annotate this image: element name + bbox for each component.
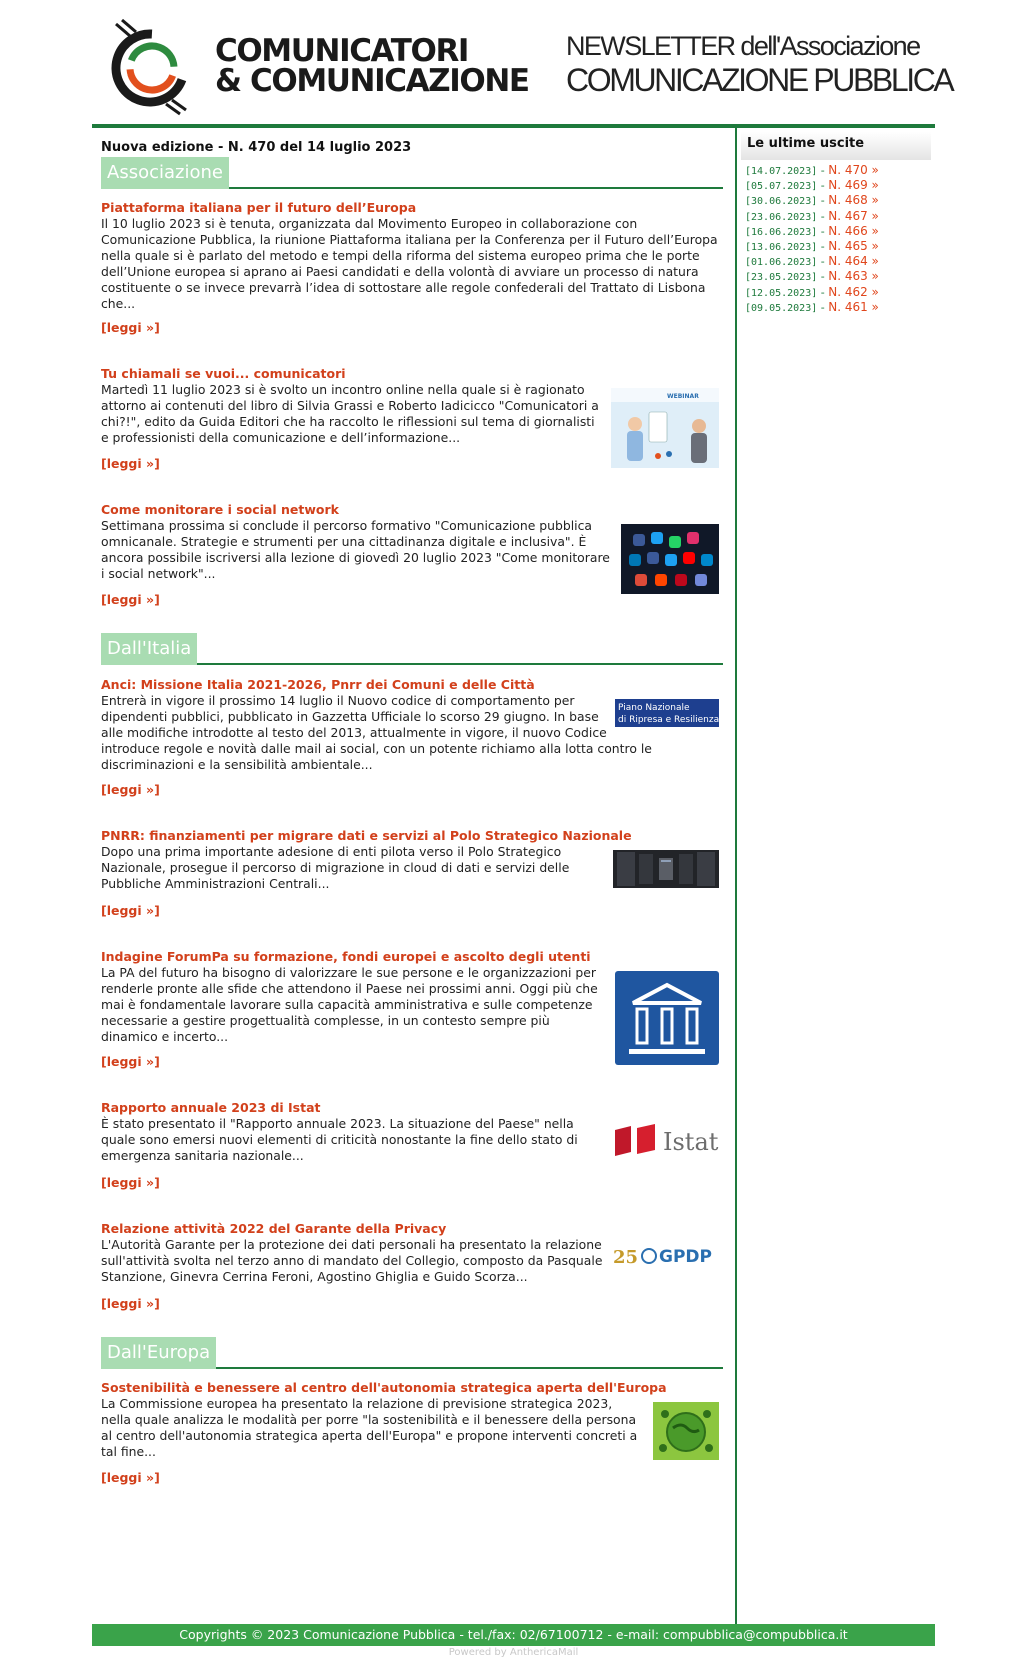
datacenter-thumbnail[interactable] bbox=[613, 850, 719, 888]
section-label: Associazione bbox=[101, 157, 229, 189]
article-title[interactable]: Relazione attività 2022 del Garante della Privacy bbox=[101, 1221, 447, 1236]
article-body: Settimana prossima si conclude il percorso formativo "Comunicazione pubblica omnicanale. Strategie e strumenti per una cittadinanza digitale e inclusiva". È ancora possibile iscriversi alla lezione di giovedì 20 luglio 2023 "Come monitorare i social network"... bbox=[101, 518, 610, 581]
footer: Copyrights © 2023 Comunicazione Pubblica - tel./fax: 02/67100712 - e-mail: compubblica@compubblica.it bbox=[92, 1624, 935, 1646]
article-title[interactable]: Piattaforma italiana per il futuro dell’Europa bbox=[101, 200, 417, 215]
main-content bbox=[92, 128, 732, 1624]
issue-link[interactable]: [23.06.2023] - N. 467 » bbox=[745, 208, 879, 223]
issue-link[interactable]: [09.05.2023] - N. 461 » bbox=[745, 299, 879, 314]
article-body: La Commissione europea ha presentato la relazione di previsione strategica 2023, nella quale analizza le modalità per porre "la sostenibilità e il benessere della persona al centro dell'autonomia strategica aperta dell'Europa" e propone interventi concreti a tal fine... bbox=[101, 1396, 638, 1459]
article-body: Dopo una prima importante adesione di enti pilota verso il Polo Strategico Nazionale, prosegue il percorso di migrazione in cloud di dati e servizi delle Pubbliche Amministrazioni Centrali... bbox=[101, 844, 570, 891]
pnrr-thumbnail[interactable] bbox=[615, 699, 719, 727]
section-header-europa bbox=[101, 1337, 723, 1369]
article-item bbox=[101, 1100, 723, 1190]
issue-number[interactable]: N. 469 » bbox=[828, 178, 879, 193]
issue-date: [13.06.2023] bbox=[745, 241, 818, 253]
article-item bbox=[101, 366, 723, 472]
istat-logo[interactable] bbox=[613, 1122, 719, 1158]
webinar-label: WEBINAR bbox=[667, 393, 699, 400]
edition-title: Nuova edizione - N. 470 del 14 luglio 2023 bbox=[101, 140, 412, 155]
brand-line-2: & COMUNICAZIONE bbox=[215, 63, 529, 99]
article-item bbox=[101, 949, 723, 1069]
article-title[interactable]: PNRR: finanziamenti per migrare dati e servizi al Polo Strategico Nazionale bbox=[101, 828, 632, 843]
issue-list bbox=[745, 161, 931, 313]
tagline bbox=[566, 30, 953, 98]
article-body: La PA del futuro ha bisogno di valorizzare le sue persone e le organizzazioni per renderle pronte alle sfide che attendono il Paese nei prossimi anni. Oggi più che mai è fondamentale lavorare sulla capacità amministrativa e sulle competenze necessarie a gestire progettualità complesse, in un contesto sempre più dinamico e incerto... bbox=[101, 965, 598, 1044]
read-more-link[interactable]: [leggi »] bbox=[101, 1296, 160, 1311]
issue-date: [01.06.2023] bbox=[745, 257, 818, 269]
section-header-italia bbox=[101, 633, 723, 665]
pnrr-line-2: di Ripresa e Resilienza bbox=[618, 715, 719, 725]
issue-date: [09.05.2023] bbox=[745, 302, 818, 314]
article-body: È stato presentato il "Rapporto annuale 2023. La situazione del Paese" nella quale sono emersi nuovi elementi di criticità nonostante la fine dello stato di emergenza sanitaria nazionale... bbox=[101, 1116, 578, 1163]
section-label: Dall'Italia bbox=[101, 633, 197, 665]
issue-date: [23.06.2023] bbox=[745, 211, 818, 223]
read-more-link[interactable]: [leggi »] bbox=[101, 1175, 160, 1190]
issue-number[interactable]: N. 468 » bbox=[828, 193, 879, 208]
powered-by[interactable]: Powered by AnthericaMail bbox=[448, 1647, 579, 1658]
issue-number[interactable]: N. 465 » bbox=[828, 238, 879, 253]
read-more-link[interactable]: [leggi »] bbox=[101, 1054, 160, 1069]
read-more-link[interactable]: [leggi »] bbox=[101, 1470, 160, 1485]
institution-building-icon[interactable] bbox=[615, 971, 719, 1065]
issue-link[interactable]: [12.05.2023] - N. 462 » bbox=[745, 284, 879, 299]
section-header-associazione bbox=[101, 157, 723, 189]
issue-date: [16.06.2023] bbox=[745, 226, 818, 238]
read-more-link[interactable]: [leggi »] bbox=[101, 320, 160, 335]
article-title[interactable]: Indagine ForumPa su formazione, fondi europei e ascolto degli utenti bbox=[101, 949, 591, 964]
issue-date: [30.06.2023] bbox=[745, 196, 818, 208]
article-title[interactable]: Rapporto annuale 2023 di Istat bbox=[101, 1100, 321, 1115]
gpdp-anniversary: 25 bbox=[613, 1247, 639, 1268]
newsletter bbox=[92, 0, 953, 1661]
issue-link[interactable]: [14.07.2023] - N. 470 » bbox=[745, 163, 879, 177]
article-body: Il 10 luglio 2023 si è tenuta, organizzata dal Movimento Europeo in collaborazione con Comunicazione Pubblica, la riunione Piattaforma italiana per la Conferenza per il Futuro dell’Europa nella quale si è parlato del metodo e tempi della riforma del sistema europeo prima che le porte dell’Unione europea si aprano ai Paesi candidati e della volontà di avviare un processo di natura costituente o se invece prevarrà l’idea di sottostare alle regole confederali del Trattato di Lisbona che... bbox=[101, 216, 718, 311]
article-item bbox=[101, 1380, 723, 1485]
issue-number[interactable]: N. 463 » bbox=[828, 269, 879, 284]
article-item bbox=[101, 677, 723, 797]
header bbox=[92, 0, 953, 124]
read-more-link[interactable]: [leggi »] bbox=[101, 456, 160, 471]
article-item bbox=[101, 1221, 723, 1311]
issue-number[interactable]: N. 461 » bbox=[828, 299, 879, 314]
issue-date: [23.05.2023] bbox=[745, 272, 818, 284]
issue-link[interactable]: [05.07.2023] - N. 469 » bbox=[745, 178, 879, 193]
issue-link[interactable]: [01.06.2023] - N. 464 » bbox=[745, 254, 879, 269]
sidebar-title: Le ultime uscite bbox=[741, 132, 931, 160]
issue-date: [14.07.2023] bbox=[745, 166, 818, 177]
article-title[interactable]: Sostenibilità e benessere al centro dell'autonomia strategica aperta dell'Europa bbox=[101, 1380, 667, 1395]
article-item bbox=[101, 828, 723, 918]
article-item bbox=[101, 502, 723, 607]
issue-date: [12.05.2023] bbox=[745, 287, 818, 299]
read-more-link[interactable]: [leggi »] bbox=[101, 782, 160, 797]
pnrr-line-1: Piano Nazionale bbox=[618, 703, 690, 713]
article-title[interactable]: Come monitorare i social network bbox=[101, 502, 339, 517]
issue-number[interactable]: N. 462 » bbox=[828, 284, 879, 299]
issue-link[interactable]: [16.06.2023] - N. 466 » bbox=[745, 223, 879, 238]
tagline-line-2: COMUNICAZIONE PUBBLICA bbox=[566, 62, 953, 98]
issue-number[interactable]: N. 464 » bbox=[828, 254, 879, 269]
article-body: Entrerà in vigore il prossimo 14 luglio il Nuovo codice di comportamento per dipendenti pubblici, pubblicato in Gazzetta Ufficiale lo scorso 29 giugno. In base alle modifiche introdotte al testo del 2013, attualmente in vigore, il nuovo Codice introduce regole e novità dalle mail ai social, con un potente richiamo alla lotta contro le discriminazioni e la sensibilità ambientale... bbox=[101, 693, 652, 772]
istat-wordmark: Istat bbox=[663, 1128, 719, 1156]
issue-link[interactable]: [30.06.2023] - N. 468 » bbox=[745, 193, 879, 208]
issue-number[interactable]: N. 470 » bbox=[828, 163, 879, 177]
gpdp-wordmark: GPDP bbox=[659, 1247, 712, 1267]
tagline-line-1: NEWSLETTER dell'Associazione bbox=[566, 31, 920, 61]
gpdp-logo[interactable] bbox=[613, 1243, 719, 1269]
read-more-link[interactable]: [leggi »] bbox=[101, 592, 160, 607]
brand-line-1: COMUNICATORI bbox=[215, 33, 469, 69]
issue-number[interactable]: N. 466 » bbox=[828, 223, 879, 238]
issue-date: [05.07.2023] bbox=[745, 181, 818, 193]
issue-link[interactable]: [23.05.2023] - N. 463 » bbox=[745, 269, 879, 284]
social-network-thumbnail[interactable] bbox=[621, 524, 719, 594]
article-body: L'Autorità Garante per la protezione dei dati personali ha presentato la relazione sull'attività svolta nel terzo anno di mandato del Collegio, composto da Pasquale Stanzione, Ginevra Cerrina Feroni, Agostino Ghiglia e Guido Scorza... bbox=[101, 1237, 603, 1284]
logo-icon bbox=[108, 18, 198, 116]
brand-name bbox=[215, 33, 529, 99]
article-body: Martedì 11 luglio 2023 si è svolto un incontro online nella quale si è ragionato attorno ai contenuti del libro di Silvia Grassi e Roberto Iadicicco "Comunicatori a chi?!", edito da Guida Editori che ha raccolto le riflessioni sul tema di giornalisti e professionisti della comunicazione e dell’informazione... bbox=[101, 382, 599, 445]
sustainability-thumbnail[interactable] bbox=[653, 1402, 719, 1460]
article-title[interactable]: Anci: Missione Italia 2021-2026, Pnrr dei Comuni e delle Città bbox=[101, 677, 535, 692]
webinar-thumbnail[interactable] bbox=[611, 388, 719, 468]
sidebar bbox=[737, 128, 935, 1624]
issue-number[interactable]: N. 467 » bbox=[828, 208, 879, 223]
article-title[interactable]: Tu chiamali se vuoi... comunicatori bbox=[101, 366, 346, 381]
read-more-link[interactable]: [leggi »] bbox=[101, 903, 160, 918]
issue-link[interactable]: [13.06.2023] - N. 465 » bbox=[745, 238, 879, 253]
section-label: Dall'Europa bbox=[101, 1337, 216, 1369]
article-item bbox=[101, 200, 723, 335]
